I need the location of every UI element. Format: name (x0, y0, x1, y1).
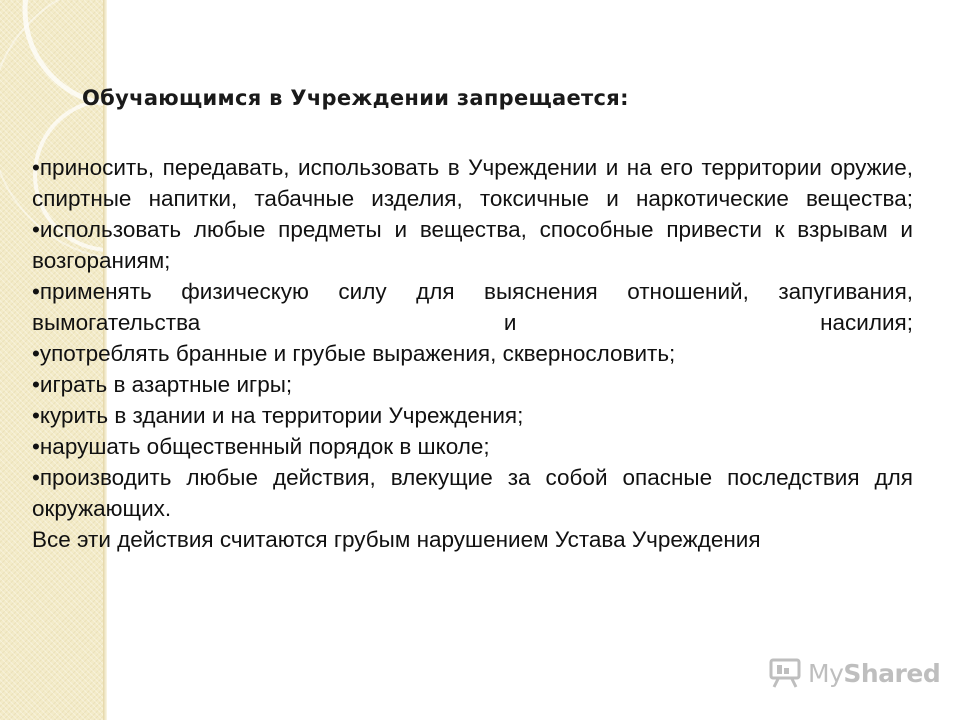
watermark-brand (808, 659, 940, 688)
slide-footer-text: Все эти действия считаются грубым нарушением Устава Учреждения (32, 527, 761, 552)
list-item: •курить в здании и на территории Учреждения; (32, 403, 524, 428)
list-item: •приносить, передавать, использовать в Учреждении и на его территории оружие, спиртные напитки, табачные изделия, токсичные и наркотические вещества; (32, 155, 913, 211)
list-item: •использовать любые предметы и вещества, способные привести к взрывам и возгораниям; (32, 217, 913, 273)
watermark-brand-prefix: My (808, 658, 844, 688)
list-item: •нарушать общественный порядок в школе; (32, 434, 490, 459)
slide-title: Обучающимся в Учреждении запрещается: (82, 86, 629, 110)
list-item: •производить любые действия, влекущие за собой опасные последствия для окружающих. (32, 465, 913, 521)
list-item: •употреблять бранные и грубые выражения, сквернословить; (32, 341, 676, 366)
list-item: •применять физическую силу для выяснения отношений, запугивания, вымогательства и насилия; (32, 279, 913, 335)
mysshared-watermark (768, 656, 940, 690)
list-item: •играть в азартные игры; (32, 372, 293, 397)
presentation-board-icon (768, 657, 802, 689)
watermark-brand-suffix: Shared (843, 658, 941, 688)
slide-content (32, 152, 913, 555)
